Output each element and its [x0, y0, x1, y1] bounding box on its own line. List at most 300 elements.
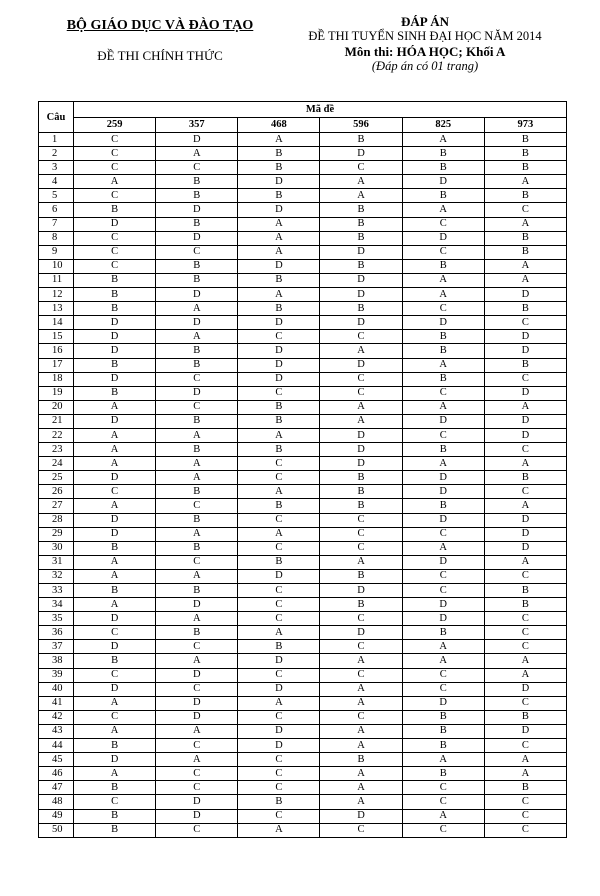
answer-cell: C	[320, 710, 402, 724]
answer-cell: A	[402, 133, 484, 147]
answer-cell: C	[74, 795, 156, 809]
answer-cell: C	[402, 217, 484, 231]
answer-cell: C	[484, 316, 566, 330]
answer-cell: B	[156, 513, 238, 527]
answer-cell: A	[238, 245, 320, 259]
answer-cell: A	[156, 457, 238, 471]
question-number: 29	[39, 527, 74, 541]
answer-cell: C	[238, 598, 320, 612]
answer-cell: B	[156, 626, 238, 640]
answer-cell: C	[238, 471, 320, 485]
answer-cell: D	[156, 288, 238, 302]
answer-cell: C	[484, 443, 566, 457]
column-header-code: 357	[156, 117, 238, 133]
answer-cell: D	[402, 696, 484, 710]
answer-cell: D	[238, 316, 320, 330]
table-row	[39, 809, 567, 823]
ministry-name: BỘ GIÁO DỤC VÀ ĐÀO TẠO	[66, 18, 254, 33]
table-row	[39, 400, 567, 414]
answer-cell: A	[320, 654, 402, 668]
question-number: 2	[39, 147, 74, 161]
answer-cell: C	[238, 513, 320, 527]
answer-cell: B	[402, 372, 484, 386]
question-number: 37	[39, 640, 74, 654]
answer-cell: A	[238, 288, 320, 302]
answer-cell: D	[402, 316, 484, 330]
answer-cell: D	[156, 795, 238, 809]
answer-cell: A	[74, 175, 156, 189]
answer-cell: C	[74, 259, 156, 273]
answer-cell: B	[320, 569, 402, 583]
exam-name: ĐỀ THI TUYỂN SINH ĐẠI HỌC NĂM 2014	[308, 29, 542, 43]
answer-cell: B	[320, 217, 402, 231]
answer-cell: B	[484, 710, 566, 724]
column-header-code: 973	[484, 117, 566, 133]
answer-cell: C	[402, 527, 484, 541]
answer-cell: D	[74, 344, 156, 358]
answer-cell: C	[320, 372, 402, 386]
answer-cell: B	[156, 414, 238, 428]
table-row	[39, 372, 567, 386]
answer-cell: A	[402, 288, 484, 302]
answer-cell: C	[484, 739, 566, 753]
answer-cell: A	[320, 739, 402, 753]
answer-cell: D	[74, 414, 156, 428]
answer-cell: A	[484, 175, 566, 189]
answer-cell: A	[402, 541, 484, 555]
answer-cell: D	[238, 358, 320, 372]
answer-cell: A	[320, 682, 402, 696]
answer-cell: C	[156, 682, 238, 696]
answer-cell: D	[484, 414, 566, 428]
answer-cell: D	[484, 428, 566, 442]
answer-cell: B	[74, 288, 156, 302]
question-number: 44	[39, 739, 74, 753]
answer-cell: D	[402, 471, 484, 485]
answer-cell: B	[156, 485, 238, 499]
answer-cell: A	[484, 400, 566, 414]
answer-cell: A	[320, 189, 402, 203]
answer-cell: B	[402, 259, 484, 273]
table-row	[39, 555, 567, 569]
answer-cell: C	[156, 823, 238, 837]
answer-cell: D	[74, 316, 156, 330]
answer-cell: D	[320, 626, 402, 640]
question-number: 36	[39, 626, 74, 640]
answer-cell: C	[320, 330, 402, 344]
answer-cell: A	[74, 457, 156, 471]
answer-cell: B	[402, 161, 484, 175]
table-row	[39, 513, 567, 527]
answer-cell: B	[402, 147, 484, 161]
answer-cell: C	[156, 767, 238, 781]
question-number: 48	[39, 795, 74, 809]
table-row	[39, 231, 567, 245]
table-row	[39, 203, 567, 217]
answer-cell: C	[402, 302, 484, 316]
answer-cell: C	[156, 499, 238, 513]
answer-cell: B	[320, 231, 402, 245]
answer-cell: A	[74, 569, 156, 583]
answer-cell: B	[238, 400, 320, 414]
question-number: 6	[39, 203, 74, 217]
answer-cell: D	[74, 217, 156, 231]
question-number: 20	[39, 400, 74, 414]
answer-cell: D	[156, 203, 238, 217]
column-header-code: 596	[320, 117, 402, 133]
answer-cell: C	[402, 386, 484, 400]
answer-cell: A	[156, 527, 238, 541]
answer-cell: B	[156, 175, 238, 189]
answer-cell: D	[402, 485, 484, 499]
answer-cell: B	[156, 259, 238, 273]
answer-cell: A	[238, 626, 320, 640]
answer-cell: B	[238, 414, 320, 428]
answer-cell: B	[484, 584, 566, 598]
answer-cell: B	[402, 710, 484, 724]
answer-cell: C	[402, 795, 484, 809]
table-row	[39, 133, 567, 147]
table-row	[39, 739, 567, 753]
answer-cell: D	[320, 809, 402, 823]
answer-cell: B	[484, 161, 566, 175]
answer-cell: D	[402, 612, 484, 626]
answer-cell: D	[238, 682, 320, 696]
answer-cell: C	[484, 203, 566, 217]
table-row	[39, 668, 567, 682]
table-row	[39, 640, 567, 654]
answer-cell: A	[238, 428, 320, 442]
answer-cell: D	[74, 513, 156, 527]
answer-cell: A	[74, 499, 156, 513]
answer-cell: A	[156, 302, 238, 316]
answer-cell: D	[402, 598, 484, 612]
question-number: 5	[39, 189, 74, 203]
answer-cell: C	[238, 541, 320, 555]
question-number: 27	[39, 499, 74, 513]
answer-cell: C	[156, 781, 238, 795]
answer-cell: D	[156, 231, 238, 245]
answer-cell: B	[238, 161, 320, 175]
answer-cell: A	[74, 696, 156, 710]
answer-cell: C	[238, 710, 320, 724]
answer-table	[38, 101, 567, 838]
table-row	[39, 612, 567, 626]
table-row	[39, 471, 567, 485]
answer-cell: C	[74, 668, 156, 682]
answer-cell: B	[238, 499, 320, 513]
answer-cell: A	[238, 217, 320, 231]
header-left	[40, 18, 280, 64]
column-group-ma-de: Mã đề	[74, 102, 567, 118]
question-number: 14	[39, 316, 74, 330]
answer-cell: A	[484, 273, 566, 287]
answer-cell: C	[156, 161, 238, 175]
question-number: 31	[39, 555, 74, 569]
answer-cell: B	[484, 245, 566, 259]
answer-cell: C	[484, 696, 566, 710]
answer-cell: C	[484, 485, 566, 499]
answer-cell: D	[156, 133, 238, 147]
answer-cell: C	[238, 386, 320, 400]
question-number: 16	[39, 344, 74, 358]
answer-cell: D	[238, 203, 320, 217]
answer-cell: D	[320, 288, 402, 302]
answer-cell: D	[402, 555, 484, 569]
question-number: 19	[39, 386, 74, 400]
answer-cell: C	[238, 612, 320, 626]
answer-cell: B	[74, 302, 156, 316]
table-row	[39, 682, 567, 696]
table-row	[39, 710, 567, 724]
table-row	[39, 316, 567, 330]
question-number: 47	[39, 781, 74, 795]
answer-cell: A	[156, 569, 238, 583]
answer-cell: C	[156, 400, 238, 414]
answer-cell: A	[74, 724, 156, 738]
answer-cell: B	[402, 499, 484, 513]
question-number: 10	[39, 259, 74, 273]
answer-cell: B	[238, 147, 320, 161]
answer-cell: B	[320, 485, 402, 499]
answer-cell: C	[484, 809, 566, 823]
table-row	[39, 245, 567, 259]
question-number: 35	[39, 612, 74, 626]
answer-cell: A	[320, 696, 402, 710]
question-number: 25	[39, 471, 74, 485]
answer-cell: C	[156, 372, 238, 386]
answer-cell: C	[74, 161, 156, 175]
table-row	[39, 161, 567, 175]
table-row	[39, 273, 567, 287]
answer-cell: A	[320, 414, 402, 428]
answer-cell: B	[484, 598, 566, 612]
question-number: 42	[39, 710, 74, 724]
answer-cell: A	[402, 640, 484, 654]
question-number: 8	[39, 231, 74, 245]
answer-cell: D	[320, 147, 402, 161]
answer-cell: D	[484, 527, 566, 541]
answer-cell: C	[74, 231, 156, 245]
answer-cell: C	[402, 668, 484, 682]
answer-cell: C	[402, 584, 484, 598]
answer-cell: D	[156, 668, 238, 682]
answer-cell: A	[320, 555, 402, 569]
answer-cell: C	[484, 640, 566, 654]
answer-cell: A	[320, 344, 402, 358]
table-row	[39, 485, 567, 499]
answer-cell: A	[156, 330, 238, 344]
answer-cell: A	[74, 400, 156, 414]
answer-cell: C	[156, 245, 238, 259]
table-row	[39, 358, 567, 372]
doc-title: ĐÁP ÁN	[400, 14, 450, 29]
answer-cell: B	[156, 584, 238, 598]
table-row	[39, 626, 567, 640]
answer-cell: D	[402, 414, 484, 428]
question-number: 46	[39, 767, 74, 781]
question-number: 40	[39, 682, 74, 696]
table-row	[39, 330, 567, 344]
answer-cell: C	[320, 541, 402, 555]
answer-cell: C	[484, 612, 566, 626]
answer-cell: D	[484, 724, 566, 738]
answer-cell: C	[238, 809, 320, 823]
answer-cell: A	[74, 767, 156, 781]
question-number: 26	[39, 485, 74, 499]
question-number: 23	[39, 443, 74, 457]
answer-cell: D	[238, 175, 320, 189]
answer-cell: C	[74, 626, 156, 640]
answer-cell: C	[238, 668, 320, 682]
answer-cell: B	[402, 767, 484, 781]
answer-cell: C	[238, 584, 320, 598]
answer-cell: A	[156, 753, 238, 767]
table-row	[39, 724, 567, 738]
answer-cell: D	[320, 245, 402, 259]
question-number: 1	[39, 133, 74, 147]
table-row	[39, 414, 567, 428]
answer-cell: B	[402, 739, 484, 753]
answer-cell: D	[402, 175, 484, 189]
answer-cell: D	[74, 753, 156, 767]
answer-cell: C	[74, 245, 156, 259]
answer-cell: A	[74, 598, 156, 612]
answer-cell: D	[156, 710, 238, 724]
answer-cell: D	[484, 330, 566, 344]
answer-cell: A	[74, 428, 156, 442]
question-number: 33	[39, 584, 74, 598]
answer-cell: A	[484, 457, 566, 471]
answer-cell: C	[320, 161, 402, 175]
table-row	[39, 147, 567, 161]
answer-cell: B	[320, 598, 402, 612]
answer-cell: B	[484, 358, 566, 372]
answer-cell: C	[156, 640, 238, 654]
answer-cell: A	[320, 795, 402, 809]
question-number: 32	[39, 569, 74, 583]
answer-cell: B	[74, 654, 156, 668]
answer-cell: C	[74, 710, 156, 724]
answer-cell: D	[238, 654, 320, 668]
answer-cell: D	[238, 372, 320, 386]
answer-cell: A	[402, 400, 484, 414]
answer-cell: D	[238, 259, 320, 273]
table-row	[39, 541, 567, 555]
answer-cell: B	[238, 443, 320, 457]
question-number: 17	[39, 358, 74, 372]
table-header-row-1	[39, 102, 567, 118]
question-number: 15	[39, 330, 74, 344]
answer-cell: A	[402, 273, 484, 287]
table-row	[39, 696, 567, 710]
answer-cell: D	[320, 584, 402, 598]
answer-cell: D	[320, 428, 402, 442]
answer-cell: A	[484, 753, 566, 767]
question-number: 22	[39, 428, 74, 442]
table-row	[39, 457, 567, 471]
answer-cell: B	[74, 386, 156, 400]
question-number: 7	[39, 217, 74, 231]
answer-cell: B	[484, 189, 566, 203]
answer-cell: B	[156, 273, 238, 287]
answer-cell: B	[402, 724, 484, 738]
answer-cell: D	[74, 372, 156, 386]
answer-cell: C	[320, 823, 402, 837]
answer-cell: B	[156, 344, 238, 358]
answer-cell: C	[238, 457, 320, 471]
answer-cell: C	[484, 372, 566, 386]
question-number: 38	[39, 654, 74, 668]
answer-cell: D	[320, 443, 402, 457]
answer-cell: B	[238, 795, 320, 809]
question-number: 11	[39, 273, 74, 287]
answer-cell: D	[156, 386, 238, 400]
question-number: 45	[39, 753, 74, 767]
answer-cell: C	[74, 133, 156, 147]
answer-cell: B	[74, 541, 156, 555]
answer-cell: C	[402, 682, 484, 696]
answer-cell: C	[74, 147, 156, 161]
table-row	[39, 499, 567, 513]
table-row	[39, 598, 567, 612]
answer-cell: B	[484, 231, 566, 245]
answer-cell: B	[74, 584, 156, 598]
official-exam-label: ĐỀ THI CHÍNH THỨC	[97, 48, 223, 63]
table-row	[39, 386, 567, 400]
question-number: 34	[39, 598, 74, 612]
answer-cell: A	[402, 457, 484, 471]
table-row	[39, 823, 567, 837]
answer-cell: D	[74, 527, 156, 541]
answer-cell: B	[320, 133, 402, 147]
answer-cell: A	[320, 175, 402, 189]
table-row	[39, 259, 567, 273]
page-note: (Đáp án có 01 trang)	[371, 59, 479, 73]
answer-cell: C	[238, 781, 320, 795]
answer-cell: B	[238, 640, 320, 654]
answer-cell: B	[74, 358, 156, 372]
answer-cell: B	[238, 273, 320, 287]
answer-cell: A	[484, 767, 566, 781]
answer-cell: B	[74, 809, 156, 823]
answer-cell: A	[320, 400, 402, 414]
answer-cell: B	[402, 344, 484, 358]
column-header-cau: Câu	[39, 102, 74, 133]
answer-cell: A	[320, 781, 402, 795]
answer-cell: A	[320, 724, 402, 738]
answer-cell: A	[238, 823, 320, 837]
answer-cell: D	[402, 231, 484, 245]
table-header-row-2	[39, 117, 567, 133]
answer-cell: A	[484, 654, 566, 668]
answer-cell: D	[156, 598, 238, 612]
answer-cell: C	[320, 668, 402, 682]
answer-cell: A	[402, 203, 484, 217]
answer-cell: B	[74, 273, 156, 287]
answer-cell: D	[484, 682, 566, 696]
table-row	[39, 288, 567, 302]
answer-cell: C	[320, 640, 402, 654]
answer-cell: A	[402, 753, 484, 767]
table-row	[39, 584, 567, 598]
column-header-code: 259	[74, 117, 156, 133]
answer-cell: A	[402, 809, 484, 823]
answer-cell: A	[484, 668, 566, 682]
table-row	[39, 217, 567, 231]
answer-cell: C	[320, 513, 402, 527]
answer-cell: C	[484, 569, 566, 583]
